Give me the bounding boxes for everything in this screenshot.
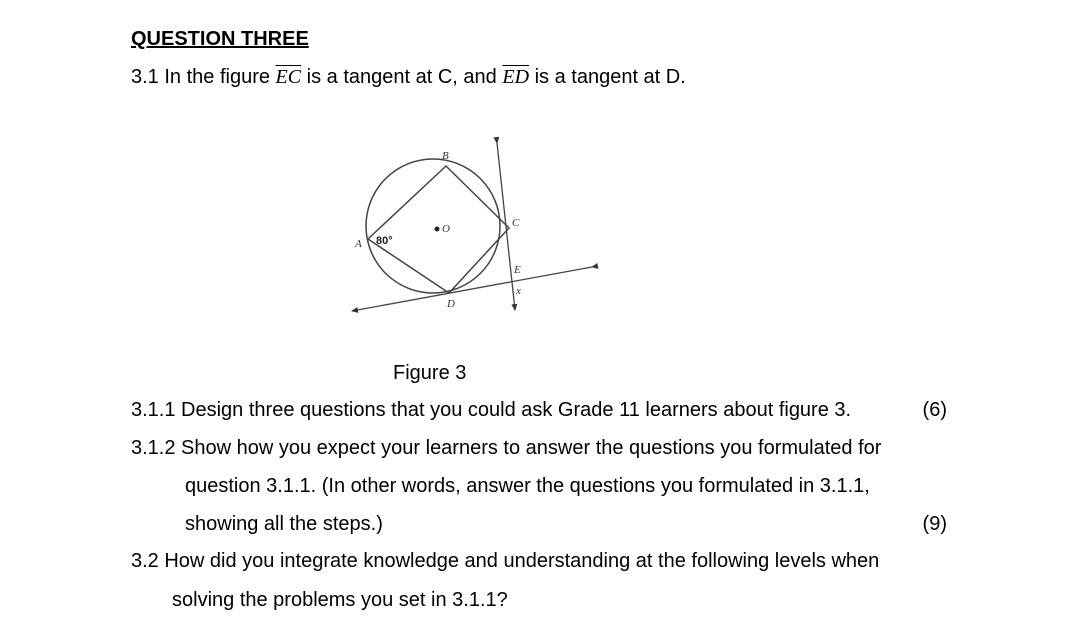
- figure-caption: Figure 3: [393, 362, 467, 384]
- label-d: D: [447, 298, 455, 310]
- question-3-1-2-marks: (9): [922, 513, 947, 535]
- label-e: E: [514, 264, 521, 276]
- tangent-line-d: [352, 267, 592, 311]
- angle-a-label: 80°: [376, 235, 393, 247]
- label-a: A: [355, 238, 362, 250]
- label-x: x: [516, 285, 521, 297]
- segment-ec: $\overline{EC}$: [275, 66, 302, 88]
- question-3-1-1-marks: (6): [922, 399, 947, 421]
- question-heading: QUESTION THREE: [131, 28, 309, 50]
- intro-suffix: is a tangent at D.: [529, 66, 686, 88]
- label-o: O: [442, 223, 450, 235]
- question-3-1-2-line-3: showing all the steps.): [185, 513, 383, 535]
- question-3-1-2-line-1: 3.1.2 Show how you expect your learners to answer the questions you formulated for: [131, 437, 882, 459]
- question-3-1-2-line-2: question 3.1.1. (In other words, answer the questions you formulated in 3.1.1,: [185, 475, 870, 497]
- question-3-2-line-2: solving the problems you set in 3.1.1?: [172, 589, 508, 611]
- intro-middle: is a tangent at C, and: [301, 66, 503, 88]
- segment-ed: $\overline{ED}$: [502, 66, 530, 88]
- label-b: B: [442, 150, 449, 162]
- intro-prefix: 3.1 In the figure: [131, 66, 276, 88]
- question-3-1-1: 3.1.1 Design three questions that you could ask Grade 11 learners about figure 3.: [131, 399, 852, 421]
- geometry-figure: [340, 130, 610, 320]
- centre-point: [435, 227, 440, 232]
- label-c: C: [512, 217, 520, 229]
- question-intro: [131, 65, 686, 89]
- question-3-2-line-1: 3.2 How did you integrate knowledge and understanding at the following levels when: [131, 550, 880, 572]
